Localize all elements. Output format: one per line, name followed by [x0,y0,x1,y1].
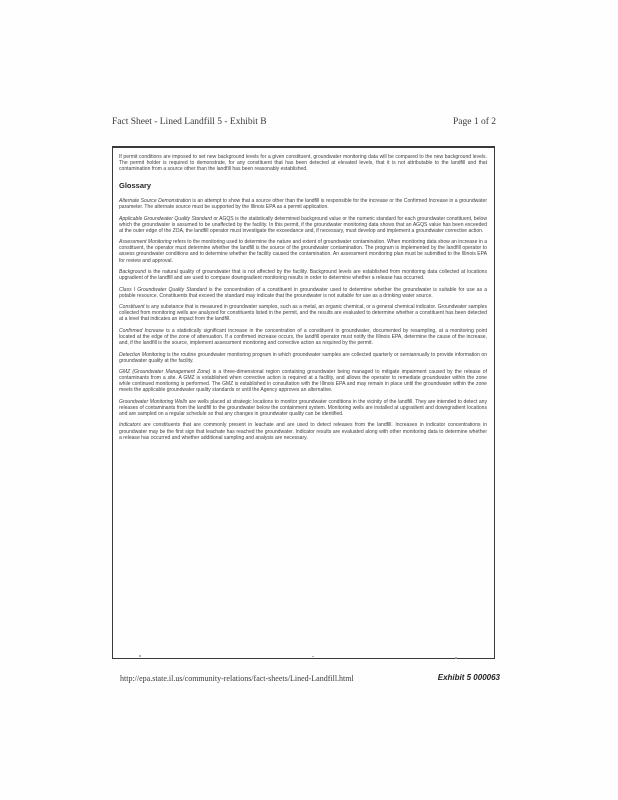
glossary-entry [119,304,487,322]
glossary-entry [119,422,487,440]
glossary-definition: or AGQS is the statistically determined background value or the numeric standard for each groundwater constituent, below which the groundwater is assumed to be unaffected by the facility. In this permit, if the groundwater monitoring data shows that an AGQS value has been exceeded at the outer edge of the ZOA, the landfill operator must investigate the exceedance and, if necessary, must develop and implement a groundwater corrective action. [119,215,487,234]
glossary-term: Background [119,269,146,276]
page-footer [120,674,500,688]
glossary-term: Indicators [119,422,141,429]
glossary-entry [119,269,487,281]
glossary-entry [119,369,487,393]
glossary-term: Constituent [119,304,145,311]
glossary-definition: is an attempt to show that a source other than the landfill is responsible for the increase or the Confirmed Increase in a groundwater parameter. The alternate source must be supported by the Illinois EPA as a permit application. [119,198,487,211]
header-page-number: Page 1 of 2 [452,117,496,127]
glossary-term: Alternate Source Demonstration [119,198,191,205]
glossary-definition: is a three-dimensional region containing groundwater being managed to mitigate impairment caused by the release of contaminants from a site. A GMZ is established when corrective action is required at a facility, and allows the operator to remediate groundwater within the zone while continued monitoring is performed. The GMZ is established in consultation with the Illinois EPA and may remain in place until the groundwater within the zone meets the applicable groundwater quality standards or until the Agency approves an alternative. [119,369,487,394]
glossary-entry [119,198,487,210]
glossary-definition: is the concentration of a constituent in groundwater used to determine whether the groundwater is suitable for use as a potable resource. Constituents that exceed the standard may indicate that the groundwater is not suitable for use as a drinking water source. [119,286,488,299]
glossary-definition: are constituents that are commonly present in leachate and are used to detect releases from the landfill. Increases in indicator concentrations in groundwater may be the first sign that leachate has reached the groundwater. Indicator results are evaluated along with other monitoring data to determine whether a release has occurred and whether additional sampling and analysis are necessary. [119,422,488,441]
glossary-heading: Glossary [119,181,152,191]
glossary-entry [119,239,487,263]
glossary-entry [119,352,487,364]
glossary-definition: is a statistically significant increase in the concentration of a constituent in groundwater, documented by resampling, at a monitoring point located at the edge of the zone of attenuation. If a confirmed increase occurs, the landfill operator must notify the Illinois EPA, determine the cause of the increase, and, if the landfill is the source, implement assessment monitoring and corrective action as required by the permit. [119,327,487,346]
glossary-definition: refers to the monitoring used to determine the nature and extent of groundwater contamination. When monitoring data show an increase in a constituent, the operator must determine whether the landfill is the source of the groundwater contamination. The program is implemented by the landfill operator to assess groundwater conditions and to determine whether the facility caused the contamination. An assessment monitoring plan must be submitted to the Illinois EPA for review and approval. [119,239,488,264]
glossary-entry [119,287,487,299]
intro-paragraph: If permit conditions are imposed to set new background levels for a given constituent, groundwater monitoring data will be compared to the new background levels. The permit holder is required to demonstrate, for any constituent that has been detected at elevated levels, that it is not attributable to the landfill and that contamination from a source other than the landfill has been reasonably established. [119,154,487,173]
footer-url: http://epa.state.il.us/community-relations/fact-sheets/Lined-Landfill.html [120,674,354,683]
scan-speck [139,655,141,657]
glossary-term: Confirmed Increase [119,327,164,334]
glossary-definition: are wells placed at strategic locations to monitor groundwater conditions in the vicinity of the landfill. They are intended to detect any releases of contaminants from the landfill to the groundwater below the containment system. Monitoring wells are installed at upgradient and downgradient locations and are sampled on a regular schedule so that any changes in groundwater quality can be identified. [119,398,487,417]
scan-speck [312,656,314,657]
glossary-definition: is the routine groundwater monitoring program in which groundwater samples are collected quarterly or semiannually to provide information on groundwater quality at the facility. [119,351,488,364]
header-title: Fact Sheet - Lined Landfill 5 - Exhibit B [112,117,267,127]
glossary-term: Groundwater Monitoring Wells [119,398,188,405]
glossary-entry [119,216,487,234]
page-body [119,154,487,446]
scan-speck [455,657,457,659]
glossary-list [119,198,487,440]
glossary-term: Applicable Groundwater Quality Standard [119,215,212,222]
exhibit-stamp: Exhibit 5 000063 [437,673,500,682]
glossary-term: GMZ (Groundwater Management Zone) [119,369,211,376]
glossary-term: Assessment Monitoring [119,239,172,246]
glossary-definition: is the natural quality of groundwater that is not affected by the facility. Background levels are established from monitoring data collected at locations upgradient of the landfill and are used to compare downgradient monitoring results in order to determine whether a release has occurred. [119,269,488,282]
glossary-definition: is any substance that is measured in groundwater samples, such as a metal, an organic chemical, or a general chemical indicator. Groundwater samples collected from monitoring wells are analyzed for constituents listed in the permit, and the results are evaluated to determine whether a constituent has been detected at a level that indicates an impact from the landfill. [119,304,488,323]
glossary-entry [119,399,487,417]
page-header [112,117,496,131]
glossary-entry [119,328,487,346]
glossary-term: Detection Monitoring [119,351,166,358]
glossary-term: Class I Groundwater Quality Standard [119,286,207,293]
